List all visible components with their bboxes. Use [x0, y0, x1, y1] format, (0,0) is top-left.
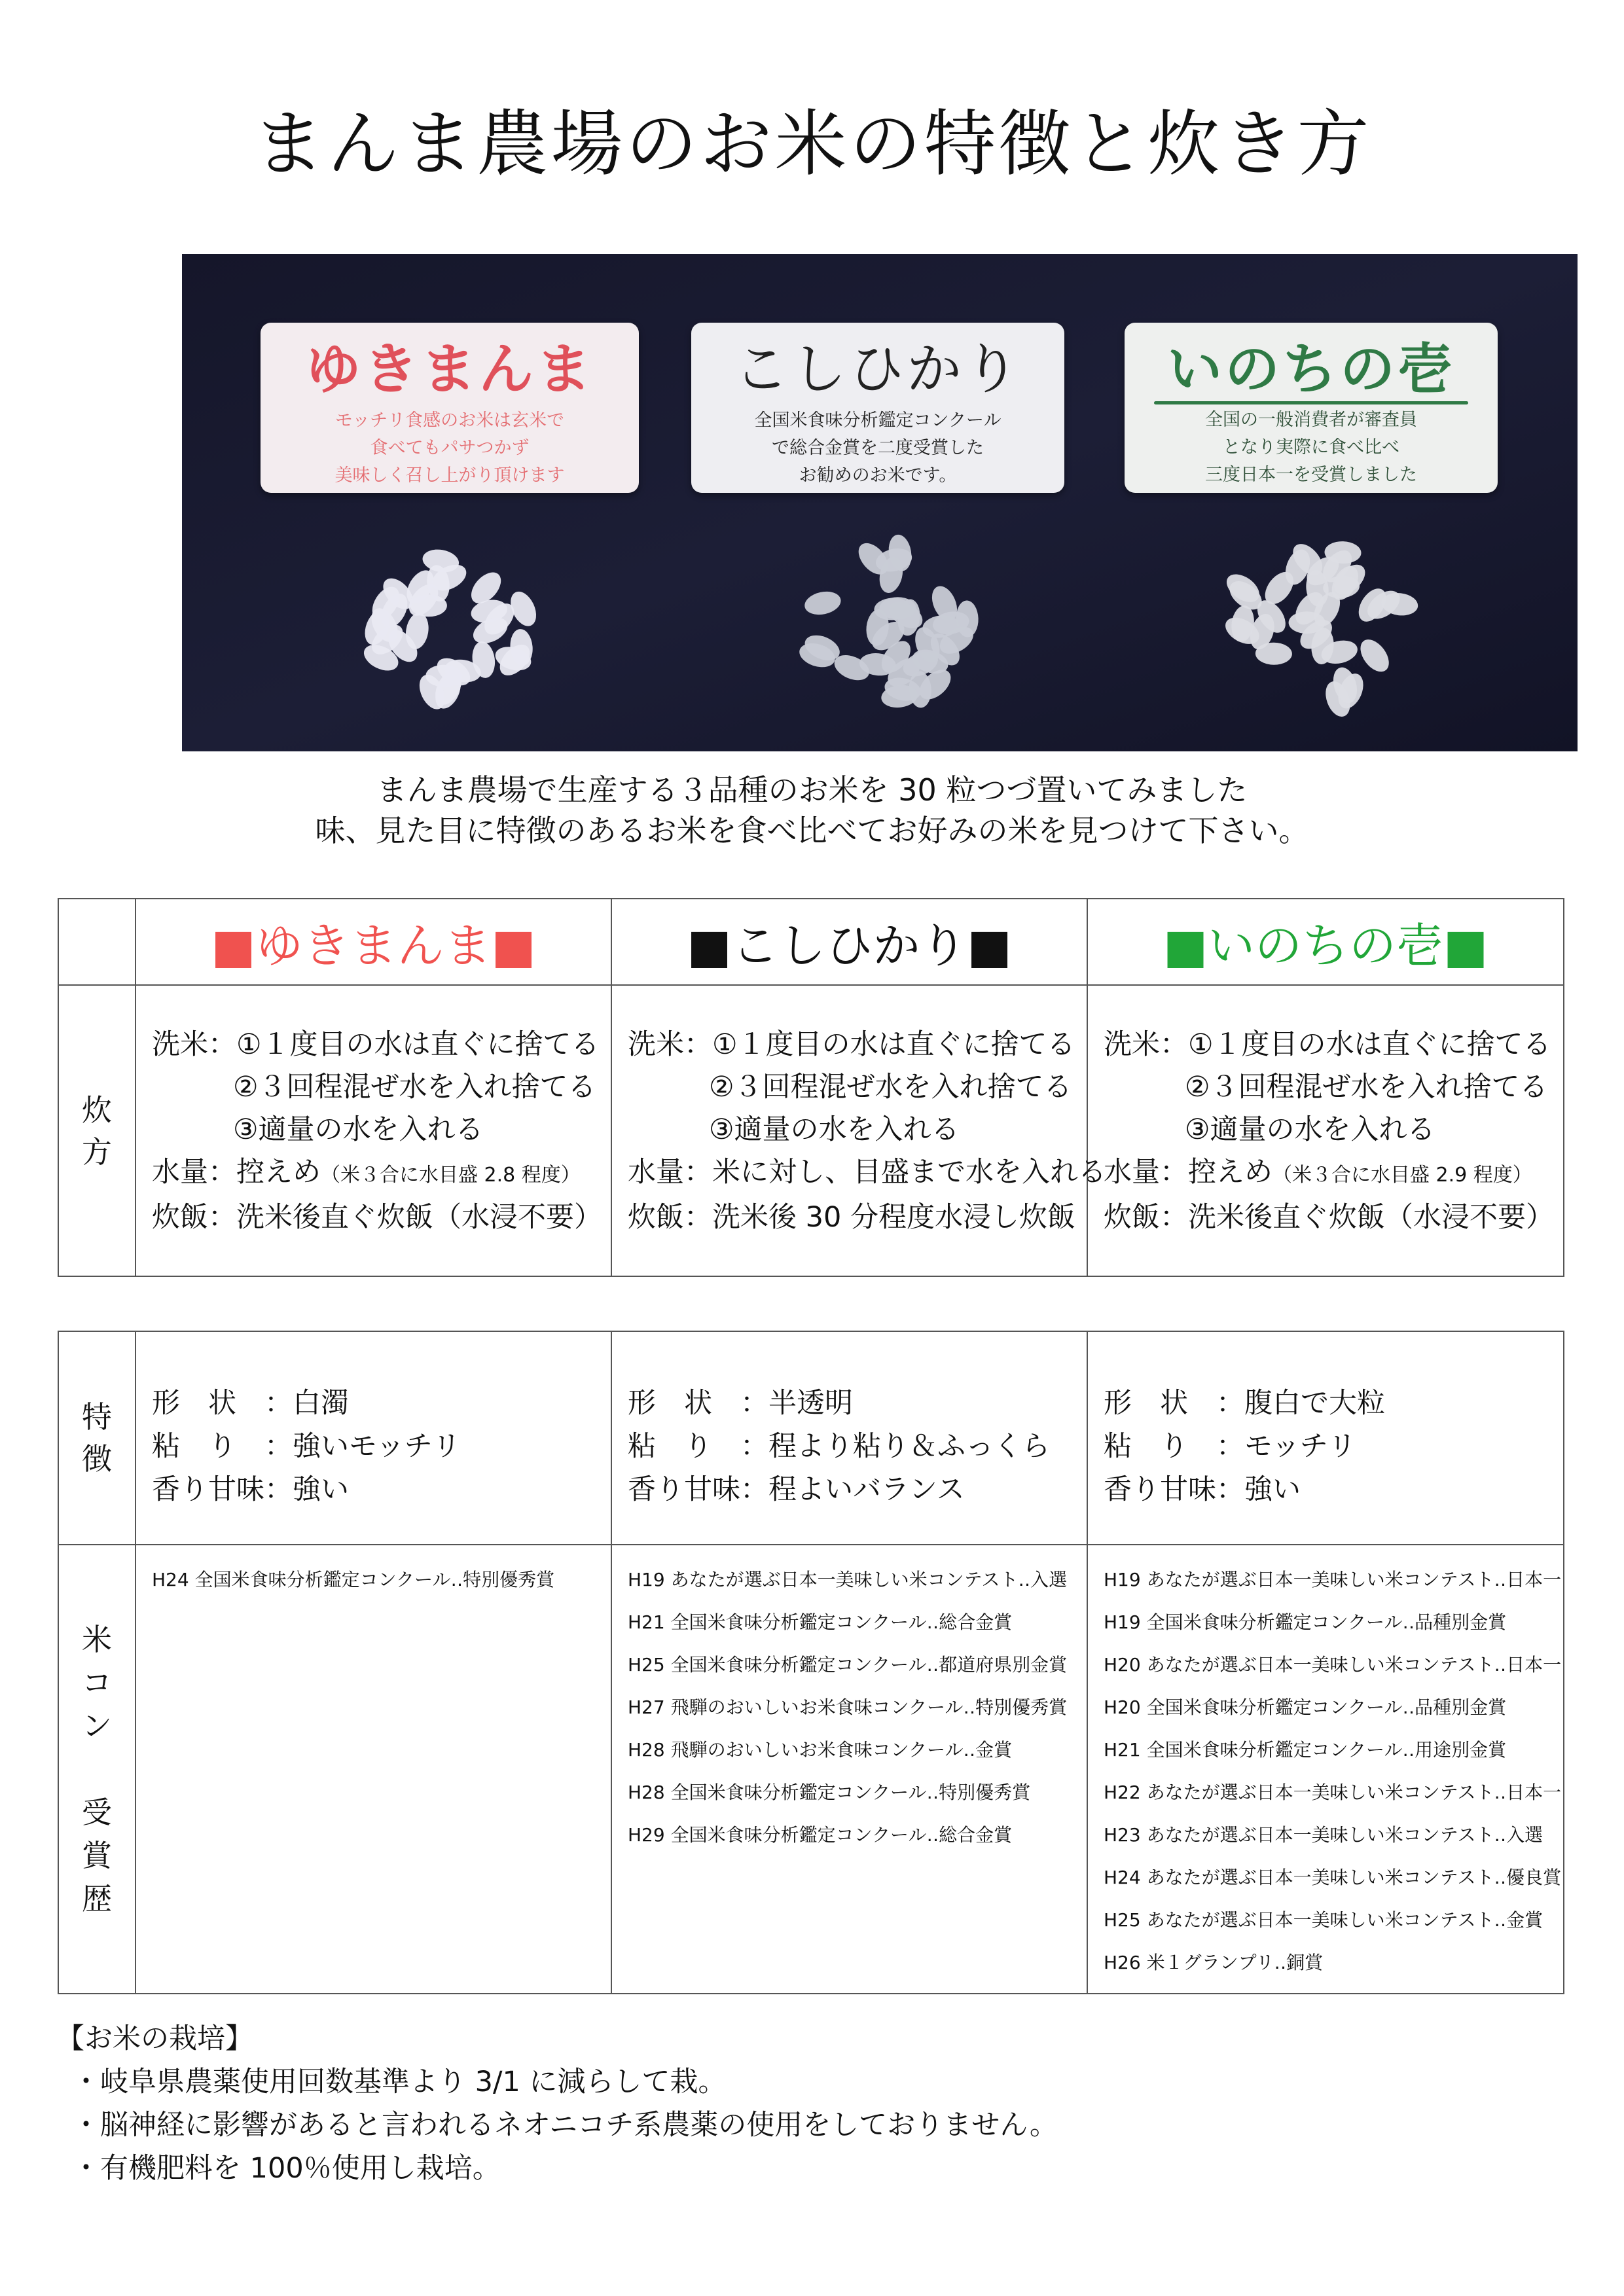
header-blank	[58, 899, 135, 985]
card-desc-line: モッチリ食感のお米は玄米で	[334, 410, 565, 431]
feature-shape: 形 状 ：腹白で大粒	[1104, 1387, 1385, 1420]
card-desc-line: で総合金賞を二度受賞した	[772, 438, 984, 458]
label-card-inochi	[1125, 323, 1498, 493]
awards-inochi	[1087, 1545, 1564, 1994]
wash-step-3: ③適量の水を入れる	[233, 1113, 484, 1146]
cooking-yukimanma	[135, 985, 611, 1276]
feature-shape: 形 状 ：白濁	[152, 1387, 349, 1420]
cook-method: 炊飯：洗米後直ぐ炊飯（水浸不要）	[152, 1201, 602, 1234]
label-spacer	[59, 1748, 135, 1791]
label-char: コ	[82, 1665, 112, 1700]
features-koshihikari	[611, 1331, 1087, 1545]
caption-line: まんま農場で生産する３品種のお米を 30 粒つづ置いてみました	[376, 772, 1248, 808]
water-amount	[1104, 1151, 1563, 1196]
award-item: H25 あなたが選ぶ日本一美味しい米コンテスト‥金賞	[1104, 1909, 1543, 1931]
feature-shape: 形 状 ：半透明	[628, 1387, 853, 1420]
awards-yukimanma	[135, 1545, 611, 1994]
label-char: 歴	[82, 1881, 112, 1916]
award-item: H26 米１グランプリ‥銅賞	[1104, 1952, 1324, 1973]
rice-grains-inochi	[1210, 526, 1426, 722]
rice-grain	[1289, 611, 1326, 634]
award-item: H28 全国米食味分析鑑定コンクール‥特別優秀賞	[628, 1782, 1031, 1803]
wash-step-1: 洗米：①１度目の水は直ぐに捨てる	[1104, 1028, 1551, 1061]
rice-grain	[803, 588, 843, 618]
feature-aroma: 香り甘味：強い	[152, 1473, 349, 1506]
water-note: （米３合に水目盛 2.9 程度）	[1272, 1164, 1532, 1187]
award-item: H27 飛騨のおいしいお米食味コンクール‥特別優秀賞	[628, 1696, 1068, 1718]
feature-aroma: 香り甘味：程よいバランス	[628, 1473, 965, 1506]
label-char: 受	[82, 1795, 112, 1830]
feature-stickiness: 粘 り ：強いモッチリ	[152, 1430, 461, 1463]
header-yukimanma: ■ゆきまんま■	[135, 899, 611, 985]
wash-step-2: ②３回程混ぜ水を入れ捨てる	[1185, 1071, 1548, 1103]
card-name: こしひかり	[733, 337, 1022, 401]
photo-caption	[0, 770, 1624, 851]
card-desc-line: 三度日本一を受賞しました	[1205, 465, 1417, 485]
wash-step-3: ③適量の水を入れる	[1185, 1113, 1435, 1146]
cook-method: 炊飯：洗米後 30 分程度水浸し炊飯	[628, 1201, 1076, 1234]
row-label-features	[58, 1331, 135, 1545]
wash-step-2: ②３回程混ぜ水を入れ捨てる	[233, 1071, 596, 1103]
wash-step-1: 洗米：①１度目の水は直ぐに捨てる	[628, 1028, 1075, 1061]
water-amount	[152, 1151, 611, 1196]
label-char: ン	[82, 1708, 112, 1744]
water-amount	[628, 1151, 1106, 1196]
features-inochi	[1087, 1331, 1564, 1545]
feature-stickiness: 粘 り ：程より粘り＆ふっくら	[628, 1430, 1050, 1463]
row-label-awards	[58, 1545, 135, 1994]
feature-aroma: 香り甘味：強い	[1104, 1473, 1301, 1506]
card-desc-line: 全国の一般消費者が審査員	[1205, 410, 1417, 430]
rice-grain	[1355, 634, 1395, 677]
award-item: H19 あなたが選ぶ日本一美味しい米コンテスト‥入選	[628, 1569, 1068, 1590]
features-table	[58, 1331, 1564, 1994]
water-note: （米３合に水目盛 2.8 程度）	[321, 1164, 581, 1187]
card-desc-line: 全国米食味分析鑑定コンクール	[754, 410, 1001, 431]
wash-step-2: ②３回程混ぜ水を入れ捨てる	[709, 1071, 1072, 1103]
caption-line: 味、見た目に特徴のあるお米を食べ比べてお好みの米を見つけて下さい。	[315, 813, 1309, 848]
award-item: H20 全国米食味分析鑑定コンクール‥品種別金賞	[1104, 1696, 1507, 1718]
cook-method: 炊飯：洗米後直ぐ炊飯（水浸不要）	[1104, 1201, 1554, 1234]
award-item: H22 あなたが選ぶ日本一美味しい米コンテスト‥日本一	[1104, 1782, 1562, 1803]
card-desc-line: 食べてもパサつかず	[370, 438, 530, 458]
card-desc-line: となり実際に食べ比べ	[1223, 437, 1399, 457]
cultivation-heading: 【お米の栽培】	[56, 2022, 253, 2055]
cultivation-item: ・岐阜県農薬使用回数基準より 3/1 に減らして栽。	[72, 2066, 727, 2098]
water-main: 水量：控えめ	[1104, 1156, 1272, 1189]
label-char: 賞	[82, 1838, 112, 1873]
label-char: 徴	[82, 1441, 112, 1477]
award-item: H24 全国米食味分析鑑定コンクール‥特別優秀賞	[152, 1569, 555, 1590]
feature-stickiness: 粘 り ：モッチリ	[1104, 1430, 1356, 1463]
page-title: まんま農場のお米の特徴と炊き方	[252, 102, 1372, 186]
rice-grains-yukimanma	[334, 526, 550, 722]
award-item: H24 あなたが選ぶ日本一美味しい米コンテスト‥優良賞	[1104, 1867, 1562, 1888]
wash-step-1: 洗米：①１度目の水は直ぐに捨てる	[152, 1028, 600, 1061]
row-label-cooking	[58, 985, 135, 1276]
award-item: H29 全国米食味分析鑑定コンクール‥総合金賞	[628, 1824, 1013, 1846]
card-desc-line: 美味しく召し上がり頂けます	[334, 465, 565, 486]
label-char: 方	[82, 1134, 112, 1170]
awards-koshihikari	[611, 1545, 1087, 1994]
label-char: 米	[82, 1622, 112, 1657]
cooking-koshihikari	[611, 985, 1106, 1276]
cooking-table	[58, 898, 1564, 1277]
cooking-inochi	[1087, 985, 1564, 1276]
award-item: H21 全国米食味分析鑑定コンクール‥用途別金賞	[1104, 1739, 1507, 1761]
card-desc-line: お勧めのお米です。	[799, 465, 957, 486]
wash-step-3: ③適量の水を入れる	[709, 1113, 960, 1146]
cultivation-section	[56, 2017, 1058, 2190]
header-inochi: ■いのちの壱■	[1087, 899, 1564, 985]
rice-photo	[182, 254, 1578, 751]
label-char: 特	[82, 1399, 112, 1435]
rice-grains-koshihikari	[776, 526, 992, 722]
award-item: H20 あなたが選ぶ日本一美味しい米コンテスト‥日本一	[1104, 1654, 1562, 1676]
header-koshihikari: ■こしひかり■	[611, 899, 1087, 985]
label-char: 炊	[82, 1092, 112, 1128]
award-item: H19 全国米食味分析鑑定コンクール‥品種別金賞	[1104, 1611, 1507, 1633]
award-item: H21 全国米食味分析鑑定コンクール‥総合金賞	[628, 1611, 1013, 1633]
water-main: 水量：控えめ	[152, 1156, 321, 1189]
cultivation-item: ・有機肥料を 100％使用し栽培。	[72, 2152, 501, 2185]
card-name: ゆきまんま	[305, 337, 594, 401]
award-item: H25 全国米食味分析鑑定コンクール‥都道府県別金賞	[628, 1654, 1068, 1676]
cultivation-item: ・脳神経に影響があると言われるネオニコチ系農薬の使用をしておりません。	[72, 2109, 1058, 2142]
award-item: H28 飛騨のおいしいお米食味コンクール‥金賞	[628, 1739, 1013, 1761]
water-main: 水量：米に対し、目盛まで水を入れる	[628, 1156, 1106, 1189]
label-card-yukimanma	[261, 323, 639, 493]
features-yukimanma	[135, 1331, 611, 1545]
award-item: H23 あなたが選ぶ日本一美味しい米コンテスト‥入選	[1104, 1824, 1543, 1846]
label-card-koshihikari	[691, 323, 1064, 493]
card-name: いのちの壱	[1166, 337, 1455, 401]
award-item: H19 あなたが選ぶ日本一美味しい米コンテスト‥日本一	[1104, 1569, 1562, 1590]
